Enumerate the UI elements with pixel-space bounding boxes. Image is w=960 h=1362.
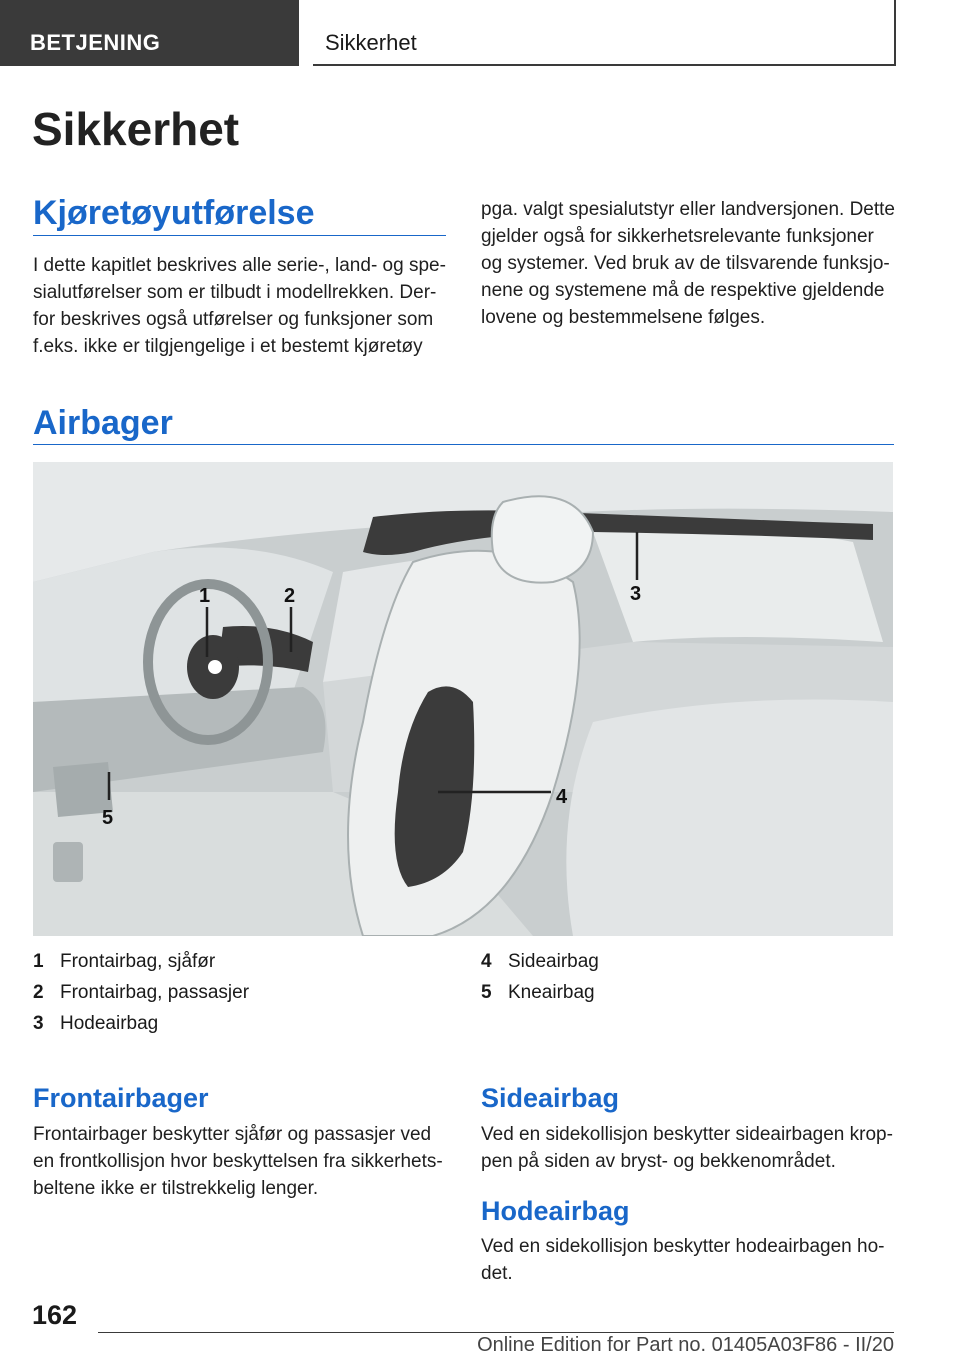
headrest xyxy=(492,496,593,582)
text-line: sialutførelser som er tilbudt i modellrekken. Der- xyxy=(33,282,437,303)
side-airbag-heading: Sideairbag xyxy=(481,1083,620,1113)
text-line: og systemer. Ved bruk av de tilsvarende funksjo- xyxy=(481,253,890,274)
legend-label: Hodeairbag xyxy=(60,1013,159,1034)
legend-item xyxy=(33,946,249,977)
airbag-locations-illustration xyxy=(33,462,893,936)
legend-item xyxy=(481,977,599,1008)
edition-info: Online Edition for Part no. 01405A03F86 - II/20 xyxy=(477,1334,894,1356)
legend-number: 3 xyxy=(33,1013,44,1034)
front-airbags-text xyxy=(33,1121,463,1202)
legend-label: Frontairbag, passasjer xyxy=(60,982,250,1003)
vehicle-version-heading-rule xyxy=(33,235,446,236)
callout-label-2: 2 xyxy=(284,585,296,607)
vehicle-version-text-left xyxy=(33,252,453,360)
text-line: gjelder også for sikkerhetsrelevante funksjoner xyxy=(481,226,874,247)
callout-label-1: 1 xyxy=(199,585,211,607)
callout-label-4: 4 xyxy=(556,786,568,808)
airbags-heading: Airbager xyxy=(33,404,173,442)
page-number: 162 xyxy=(32,1300,78,1330)
legend-item xyxy=(33,977,249,1008)
head-airbag-text xyxy=(481,1233,901,1287)
text-line: det. xyxy=(481,1263,513,1284)
text-line: nene og systemene må de respektive gjeldende xyxy=(481,280,885,301)
callout-label-5: 5 xyxy=(102,807,114,829)
text-line: lovene og bestemmelsene følges. xyxy=(481,307,766,328)
legend-label: Kneairbag xyxy=(508,982,595,1003)
text-line: en frontkollisjon hvor beskyttelsen fra sikkerhets- xyxy=(33,1151,443,1172)
text-line: f.eks. ikke er tilgjengelige i et bestemt kjøretøy xyxy=(33,336,423,357)
text-line: pen på siden av bryst- og bekkenområdet. xyxy=(481,1151,836,1172)
vehicle-version-heading: Kjøretøyutførelse xyxy=(33,194,315,232)
rear-seat xyxy=(566,700,893,937)
legend-label: Frontairbag, sjåfør xyxy=(60,951,216,972)
text-line: Ved en sidekollisjon beskytter hodeairbagen ho- xyxy=(481,1236,885,1257)
legend-label: Sideairbag xyxy=(508,951,599,972)
steering-wheel-logo xyxy=(208,660,222,674)
text-line: for beskrives også utførelser og funksjoner som xyxy=(33,309,434,330)
airbag-legend-left xyxy=(33,946,249,1039)
footer-rule xyxy=(98,1332,894,1333)
vehicle-version-text-right xyxy=(481,196,901,331)
legend-number: 2 xyxy=(33,982,44,1003)
legend-item xyxy=(481,946,599,977)
pedal xyxy=(53,842,83,882)
legend-number: 1 xyxy=(33,951,44,972)
airbag-legend-right xyxy=(481,946,599,1008)
header-section-tab: BETJENING xyxy=(0,0,299,66)
text-line: I dette kapitlet beskrives alle serie-, land- og spe- xyxy=(33,255,446,276)
text-line: Frontairbager beskytter sjåfør og passasjer ved xyxy=(33,1124,432,1145)
airbags-heading-rule xyxy=(33,444,894,445)
legend-number: 5 xyxy=(481,982,492,1003)
side-airbag-text xyxy=(481,1121,901,1175)
legend-number: 4 xyxy=(481,951,492,972)
callout-label-3: 3 xyxy=(630,583,642,605)
header-chapter-title: Sikkerhet xyxy=(313,0,896,66)
page-title: Sikkerhet xyxy=(32,103,240,155)
front-airbags-heading: Frontairbager xyxy=(33,1083,209,1113)
legend-item xyxy=(33,1008,249,1039)
text-line: Ved en sidekollisjon beskytter sideairbagen krop- xyxy=(481,1124,893,1145)
car-interior-drawing xyxy=(33,462,893,936)
text-line: beltene ikke er tilstrekkelig lenger. xyxy=(33,1178,319,1199)
text-line: pga. valgt spesialutstyr eller landversjonen. Dette xyxy=(481,199,896,220)
head-airbag-heading: Hodeairbag xyxy=(481,1196,630,1226)
